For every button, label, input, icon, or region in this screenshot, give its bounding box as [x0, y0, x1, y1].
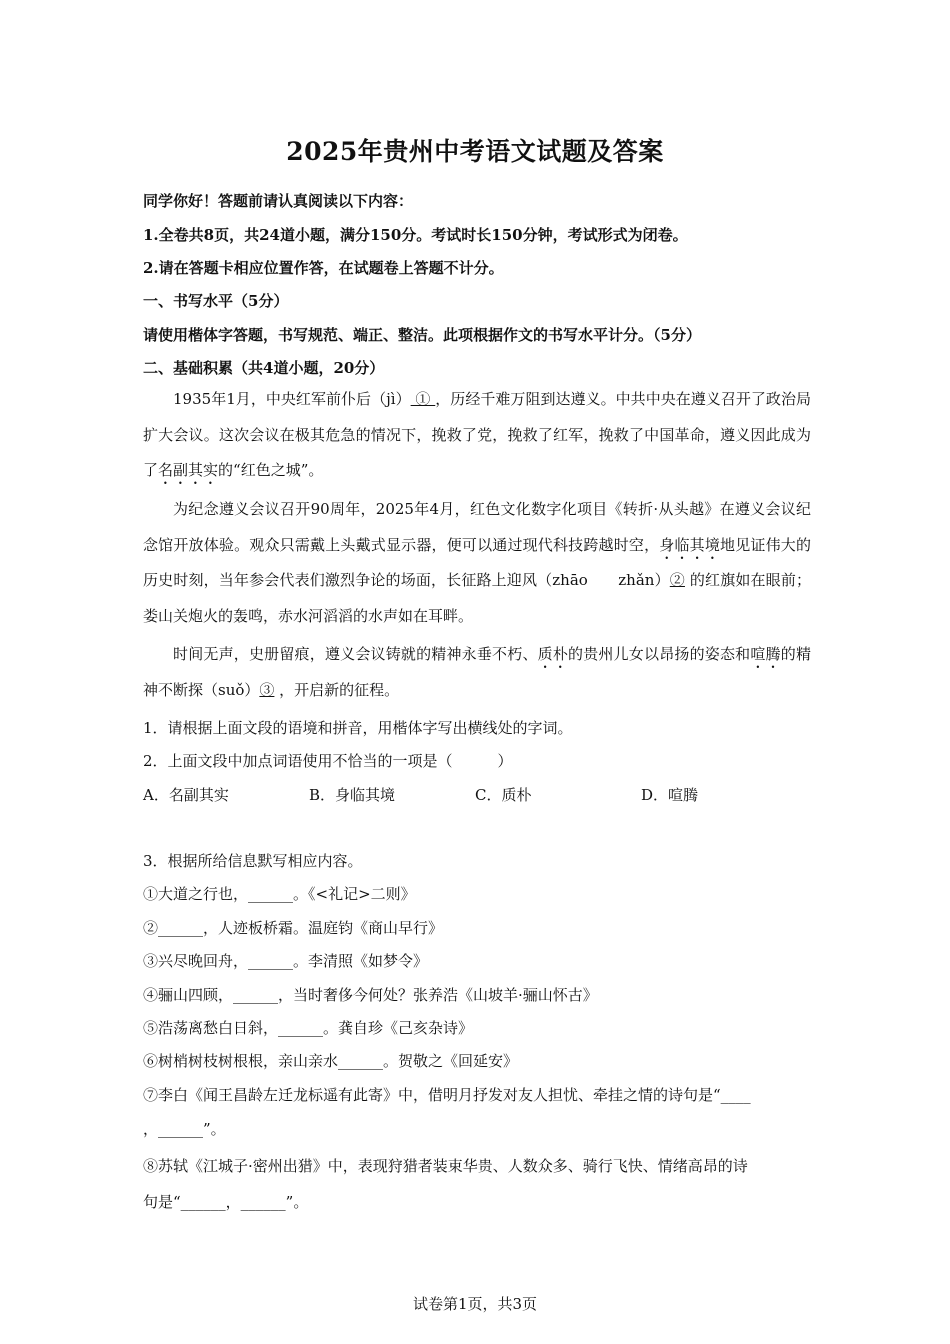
passage-paragraph-1: 1935年1月，中央红军前仆后（jì） ① ，历经千难万阻到达遵义。中共中央在遵义召开了政治局扩大会议。这次会议在极其危急的情况下，挽救了党，挽救了红军，挽救了中国革命，遵义因此成为了名副其实的“红色之城”。 [143, 390, 811, 479]
page-title: 2025年贵州中考语文试题及答案 [286, 137, 664, 166]
section1-heading: 一、书写水平（5分） [143, 292, 289, 310]
recitation-item-7-line-1: ⑦李白《闻王昌龄左迁龙标遥有此寄》中，借明月抒发对友人担忧、牵挂之情的诗句是“____ [143, 1086, 751, 1104]
blank-2: ② [669, 571, 685, 589]
recitation-item-5: ⑤浩荡离愁白日斜，______。龚自珍《己亥杂诗》 [143, 1019, 474, 1037]
option-b: B．身临其境 [309, 786, 396, 804]
recitation-item-6: ⑥树梢树枝树根根，亲山亲水______。贺敬之《回延安》 [143, 1052, 519, 1070]
dotted-word-1: 名副其实 [158, 461, 219, 479]
option-a: A．名副其实 [143, 786, 229, 804]
section1-instruction: 请使用楷体字答题，书写规范、端正、整洁。此项根据作文的书写水平计分。（5分） [143, 326, 701, 344]
dotted-word-3: 质朴 [537, 645, 569, 663]
dotted-word-4: 喧腾 [750, 645, 781, 663]
intro-rule-1: 1.全卷共8页，共24道小题，满分150分。考试时长150分钟，考试形式为闭卷。 [143, 226, 688, 244]
recitation-item-2: ②______，人迹板桥霜。温庭钧《商山早行》 [143, 919, 444, 937]
recitation-item-1: ①大道之行也，______。《<礼记>二则》 [143, 885, 416, 903]
question-3: 3．根据所给信息默写相应内容。 [143, 852, 363, 870]
intro-greeting: 同学你好！答题前请认真阅读以下内容： [143, 192, 414, 210]
intro-rule-2: 2.请在答题卡相应位置作答，在试题卷上答题不计分。 [143, 259, 504, 277]
option-d: D．喧腾 [641, 786, 699, 804]
recitation-item-7-line-2: ，______”。 [143, 1120, 226, 1138]
option-c: C．质朴 [475, 786, 532, 804]
passage-paragraph-3: 时间无声，史册留痕，遵义会议铸就的精神永垂不朽、质朴的贵州儿女以昂扬的姿态和喧腾的精神不断探（suǒ）③ ，开启新的征程。 [143, 645, 811, 699]
blank-3: ③ [259, 680, 275, 699]
recitation-item-4: ④骊山四顾，______，当时奢侈今何处？张养浩《山坡羊·骊山怀古》 [143, 986, 598, 1004]
section2-heading: 二、基础积累（共4道小题，20分） [143, 359, 385, 377]
passage-paragraph-2: 为纪念遵义会议召开90周年，2025年4月，红色文化数字化项目《转折·从头越》在遵义会议纪念馆开放体验。观众只需戴上头戴式显示器，便可以通过现代科技跨越时空，身临其境地见证伟大的历史时刻，当年参会代表们激烈争论的场面，长征路上迎风（zhāo zhǎn）② 的红旗如在眼前；娄山关炮火的轰鸣，赤水河滔滔的水声如在耳畔。 [143, 500, 811, 625]
recitation-item-8-line-1: ⑧苏轼《江城子·密州出猎》中，表现狩猎者装束华贵、人数众多、骑行飞快、情绪高昂的诗 [143, 1157, 748, 1175]
page-footer: 试卷第1页，共3页 [412, 1295, 538, 1313]
recitation-item-3: ③兴尽晚回舟，______。李清照《如梦令》 [143, 952, 429, 970]
dotted-word-2: 身临其境 [659, 535, 721, 554]
blank-1: ① [410, 390, 436, 408]
question-2: 2．上面文段中加点词语使用不恰当的一项是（ ） [143, 752, 513, 770]
question-1: 1．请根据上面文段的语境和拼音，用楷体字写出横线处的字词。 [143, 719, 573, 737]
recitation-item-8-line-2: 句是“______，______”。 [143, 1193, 309, 1211]
